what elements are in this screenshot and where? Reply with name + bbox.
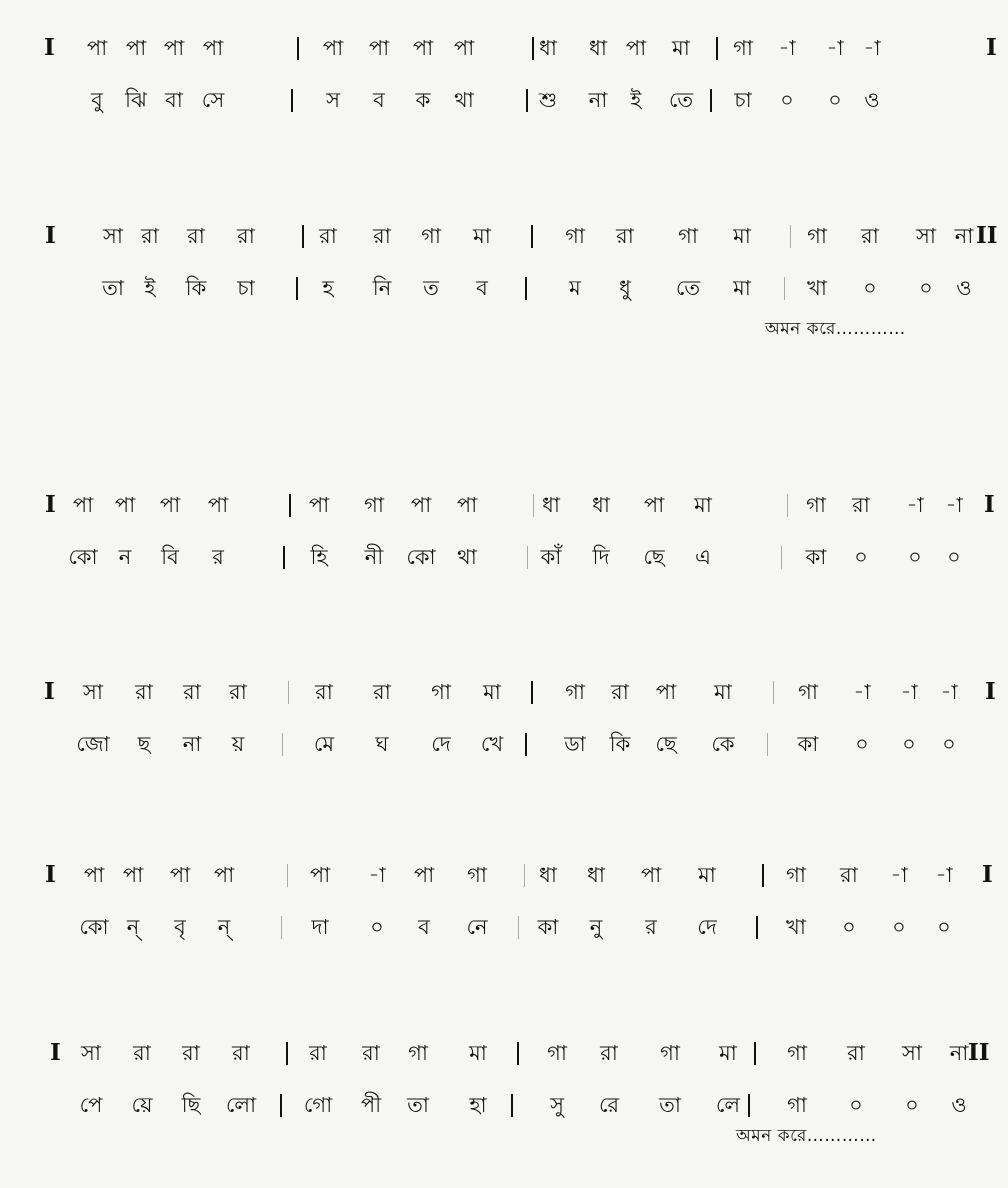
swara-note: পা [169,863,191,887]
notation-section [0,485,1008,577]
bar-line [296,277,298,300]
bar-line [784,277,785,300]
lyric-syllable: ০ [780,88,794,112]
notation-section [0,672,1008,764]
lyric-syllable: থা [454,88,474,112]
swara-note: গা [364,493,384,517]
swara-row [0,485,1008,525]
bar-line [787,494,788,517]
lyric-syllable: নু [589,915,603,939]
lyric-row [0,537,1008,577]
swara-note: পা [86,36,108,60]
swara-note: -া [853,680,871,704]
bar-line [291,89,293,112]
swara-note: ধা [589,36,607,60]
lyric-syllable: ০ [892,915,906,939]
swara-note: পা [114,493,136,517]
lyric-syllable: দে [697,915,717,939]
bar-line [748,1094,750,1117]
swara-note: গা [807,224,827,248]
swara-note: মা [672,36,690,60]
lyric-syllable: চা [237,276,255,300]
swara-note: পা [625,36,647,60]
lyric-syllable: ঘ [375,732,389,756]
swara-note: গা [547,1041,567,1065]
bar-line [525,733,527,756]
ending-note: অমন করে………… [765,319,906,339]
notation-section [0,855,1008,947]
lyric-syllable: না [182,732,202,756]
swara-note: ধা [592,493,610,517]
swara-note: মা [473,224,491,248]
swara-note: -া [935,863,953,887]
swara-note: রা [373,224,391,248]
swara-note: রা [309,1041,327,1065]
lyric-syllable: ন্ [217,915,231,939]
lyric-syllable: কা [805,545,827,569]
lyric-syllable: য়ে [131,1093,153,1117]
start-mark: I [45,491,56,518]
swara-note: গা [565,224,585,248]
lyric-syllable: ০ [863,276,877,300]
swara-note: গা [565,680,585,704]
swara-note: -া [826,36,844,60]
swara-note: সা [103,224,123,248]
swara-note: পা [159,493,181,517]
swara-note: মা [483,680,501,704]
lyric-syllable: খা [807,276,827,300]
lyric-syllable: ছে [643,545,665,569]
lyric-syllable: দি [592,545,610,569]
lyric-syllable: ছি [181,1093,201,1117]
swara-note: পা [308,493,330,517]
lyric-syllable: হি [310,545,328,569]
swara-note: রা [852,493,870,517]
swara-note: গা [786,863,806,887]
bar-line [524,864,525,887]
swara-note: ধা [542,493,560,517]
lyric-syllable: ই [144,276,156,300]
end-mark: I [986,34,997,61]
swara-note: মা [469,1041,487,1065]
lyric-syllable: জো [76,732,110,756]
bar-line [527,546,528,569]
lyric-syllable: তা [659,1093,681,1117]
swara-note: রা [133,1041,151,1065]
swara-note: পা [202,36,224,60]
swara-note: রা [861,224,879,248]
swara-note: রা [237,224,255,248]
lyric-row [0,907,1008,947]
lyric-syllable: কো [68,545,98,569]
swara-note: রা [840,863,858,887]
lyric-syllable: ০ [902,732,916,756]
lyric-syllable: কা [797,732,819,756]
swara-note: না [954,224,974,248]
bar-line [531,225,533,248]
bar-line [287,864,288,887]
bar-line [756,916,758,939]
lyric-syllable: খা [786,915,806,939]
swara-note: রা [229,680,247,704]
lyric-syllable: হ [322,276,334,300]
swara-note: পা [655,680,677,704]
lyric-syllable: ও [864,88,880,112]
lyric-syllable: নে [466,915,488,939]
swara-note: ধা [539,863,557,887]
bar-line [283,546,285,569]
swara-note: গা [798,680,818,704]
bar-line [710,89,712,112]
swara-note: পা [640,863,662,887]
lyric-syllable: নি [372,276,392,300]
swara-note: পা [643,493,665,517]
swara-note: রা [319,224,337,248]
lyric-syllable: কো [406,545,436,569]
swara-note: রা [315,680,333,704]
lyric-syllable: কি [185,276,207,300]
lyric-syllable: গা [787,1093,807,1117]
lyric-syllable: ছ [137,732,151,756]
swara-note: রা [187,224,205,248]
bar-line [511,1094,513,1117]
lyric-syllable: লো [225,1093,257,1117]
lyric-syllable: মা [733,276,751,300]
lyric-syllable: ০ [849,1093,863,1117]
lyric-syllable: ম [569,276,581,300]
start-mark: I [45,222,56,249]
swara-note: মা [694,493,712,517]
swara-note: গা [806,493,826,517]
lyric-syllable: র [212,545,224,569]
lyric-syllable: পী [360,1093,382,1117]
swara-note: -া [890,863,908,887]
swara-note: গা [678,224,698,248]
lyric-syllable: কাঁ [540,545,562,569]
bar-line [754,1042,756,1065]
bar-line [526,89,528,112]
lyric-syllable: দে [431,732,451,756]
swara-note: পা [122,863,144,887]
lyric-syllable: খে [480,732,504,756]
end-mark: I [982,861,993,888]
lyric-row [0,268,1008,308]
lyric-syllable: ধু [619,276,631,300]
swara-note: ধা [539,36,557,60]
notation-section [0,28,1008,120]
start-mark: I [45,861,56,888]
swara-note: মা [698,863,716,887]
swara-note: পা [368,36,390,60]
swara-row [0,216,1008,256]
swara-note: রা [600,1041,618,1065]
lyric-syllable: তা [102,276,124,300]
bar-line [773,681,774,704]
swara-note: রা [182,1041,200,1065]
lyric-syllable: দা [311,915,329,939]
lyric-syllable: ই [630,88,642,112]
swara-row [0,1033,1008,1073]
bar-line [525,277,527,300]
end-mark: I [985,678,996,705]
lyric-syllable: ০ [842,915,856,939]
bar-line [517,1042,519,1065]
lyric-syllable: থা [457,545,477,569]
swara-note: -া [900,680,918,704]
lyric-syllable: ০ [905,1093,919,1117]
lyric-syllable: বু [91,88,103,112]
bar-line [762,864,764,887]
swara-note: পা [412,36,434,60]
end-mark: II [976,222,998,249]
swara-note: রা [141,224,159,248]
swara-note: পা [125,36,147,60]
lyric-syllable: সু [550,1093,564,1117]
swara-note: পা [456,493,478,517]
lyric-syllable: ০ [855,732,869,756]
lyric-syllable: ০ [908,545,922,569]
lyric-syllable: ০ [854,545,868,569]
swara-note: গা [408,1041,428,1065]
lyric-row [0,80,1008,120]
swara-note: রা [616,224,634,248]
lyric-syllable: ০ [370,915,384,939]
lyric-syllable: পে [79,1093,103,1117]
lyric-syllable: তে [668,88,694,112]
bar-line [781,546,782,569]
bar-line [790,225,791,248]
lyric-syllable: শু [538,88,558,112]
swara-note: পা [83,863,105,887]
bar-line [286,1042,288,1065]
start-mark: I [44,34,55,61]
end-mark: II [968,1039,990,1066]
swara-note: রা [847,1041,865,1065]
swara-note: রা [183,680,201,704]
lyric-syllable: ব [476,276,488,300]
swara-note: -া [940,680,958,704]
lyric-syllable: ০ [828,88,842,112]
lyric-syllable: বৃ [174,915,186,939]
lyric-syllable: ০ [937,915,951,939]
lyric-syllable: কে [711,732,735,756]
lyric-syllable: তা [407,1093,429,1117]
swara-note: -া [368,863,386,887]
swara-note: না [949,1041,969,1065]
lyric-row [0,1085,1008,1125]
bar-line [533,494,534,517]
lyric-syllable: ছে [655,732,677,756]
swara-note: সা [916,224,936,248]
lyric-syllable: তে [675,276,701,300]
swara-note: সা [81,1041,101,1065]
lyric-syllable: চা [734,88,752,112]
swara-note: রা [232,1041,250,1065]
lyric-syllable: ও [956,276,972,300]
swara-row [0,855,1008,895]
swara-note: মা [733,224,751,248]
lyric-syllable: র [645,915,657,939]
lyric-syllable: ডা [564,732,586,756]
lyric-syllable: ব [373,88,385,112]
swara-note: পা [72,493,94,517]
lyric-syllable: ন্ [126,915,140,939]
swara-note: গা [787,1041,807,1065]
swara-note: পা [322,36,344,60]
lyric-syllable: স [326,88,340,112]
lyric-syllable: ঝি [125,88,147,112]
swara-note: পা [163,36,185,60]
bar-line [288,681,289,704]
swara-note: ধা [587,863,605,887]
swara-note: রা [135,680,153,704]
swara-note: -া [906,493,924,517]
bar-line [281,916,282,939]
lyric-syllable: বা [165,88,183,112]
swara-note: গা [660,1041,680,1065]
bar-line [289,494,291,517]
lyric-syllable: না [588,88,608,112]
bar-line [297,37,299,60]
lyric-syllable: নী [364,545,384,569]
swara-note: -া [863,36,881,60]
notation-section [0,216,1008,308]
lyric-syllable: ০ [919,276,933,300]
ending-note: অমন করে………… [736,1126,877,1146]
swara-note: পা [413,863,435,887]
lyric-syllable: ব [418,915,430,939]
bar-line [532,37,534,60]
swara-note: মা [719,1041,737,1065]
lyric-syllable: কি [609,732,631,756]
bar-line [302,225,304,248]
lyric-syllable: ও [951,1093,967,1117]
swara-note: গা [467,863,487,887]
lyric-syllable: ক [415,88,431,112]
bar-line [518,916,519,939]
swara-note: -া [778,36,796,60]
notation-section [0,1033,1008,1125]
bar-line [531,681,533,704]
swara-row [0,672,1008,712]
swara-note: মা [714,680,732,704]
lyric-syllable: গো [303,1093,333,1117]
lyric-syllable: ন [118,545,132,569]
swara-note: গা [421,224,441,248]
bar-line [716,37,718,60]
swara-note: পা [213,863,235,887]
bar-line [280,1094,282,1117]
end-mark: I [984,491,995,518]
swara-note: পা [207,493,229,517]
lyric-syllable: ০ [942,732,956,756]
bar-line [282,733,283,756]
swara-note: গা [431,680,451,704]
swara-note: রা [362,1041,380,1065]
swara-note: -া [945,493,963,517]
bar-line [767,733,768,756]
swara-note: সা [83,680,103,704]
swara-row [0,28,1008,68]
swara-note: পা [410,493,432,517]
lyric-syllable: সে [201,88,225,112]
lyric-syllable: রে [598,1093,620,1117]
lyric-syllable: কো [79,915,109,939]
start-mark: I [50,1039,61,1066]
start-mark: I [44,678,55,705]
swara-note: সা [902,1041,922,1065]
lyric-syllable: কা [537,915,559,939]
lyric-syllable: এ [695,545,711,569]
lyric-syllable: য় [231,732,245,756]
lyric-syllable: বি [161,545,179,569]
lyric-syllable: ০ [947,545,961,569]
swara-note: পা [309,863,331,887]
lyric-row [0,724,1008,764]
lyric-syllable: হা [469,1093,487,1117]
lyric-syllable: ত [423,276,439,300]
swara-note: গা [733,36,753,60]
lyric-syllable: লে [715,1093,741,1117]
swara-note: পা [453,36,475,60]
swara-note: রা [373,680,391,704]
lyric-syllable: মে [313,732,335,756]
swara-note: রা [611,680,629,704]
